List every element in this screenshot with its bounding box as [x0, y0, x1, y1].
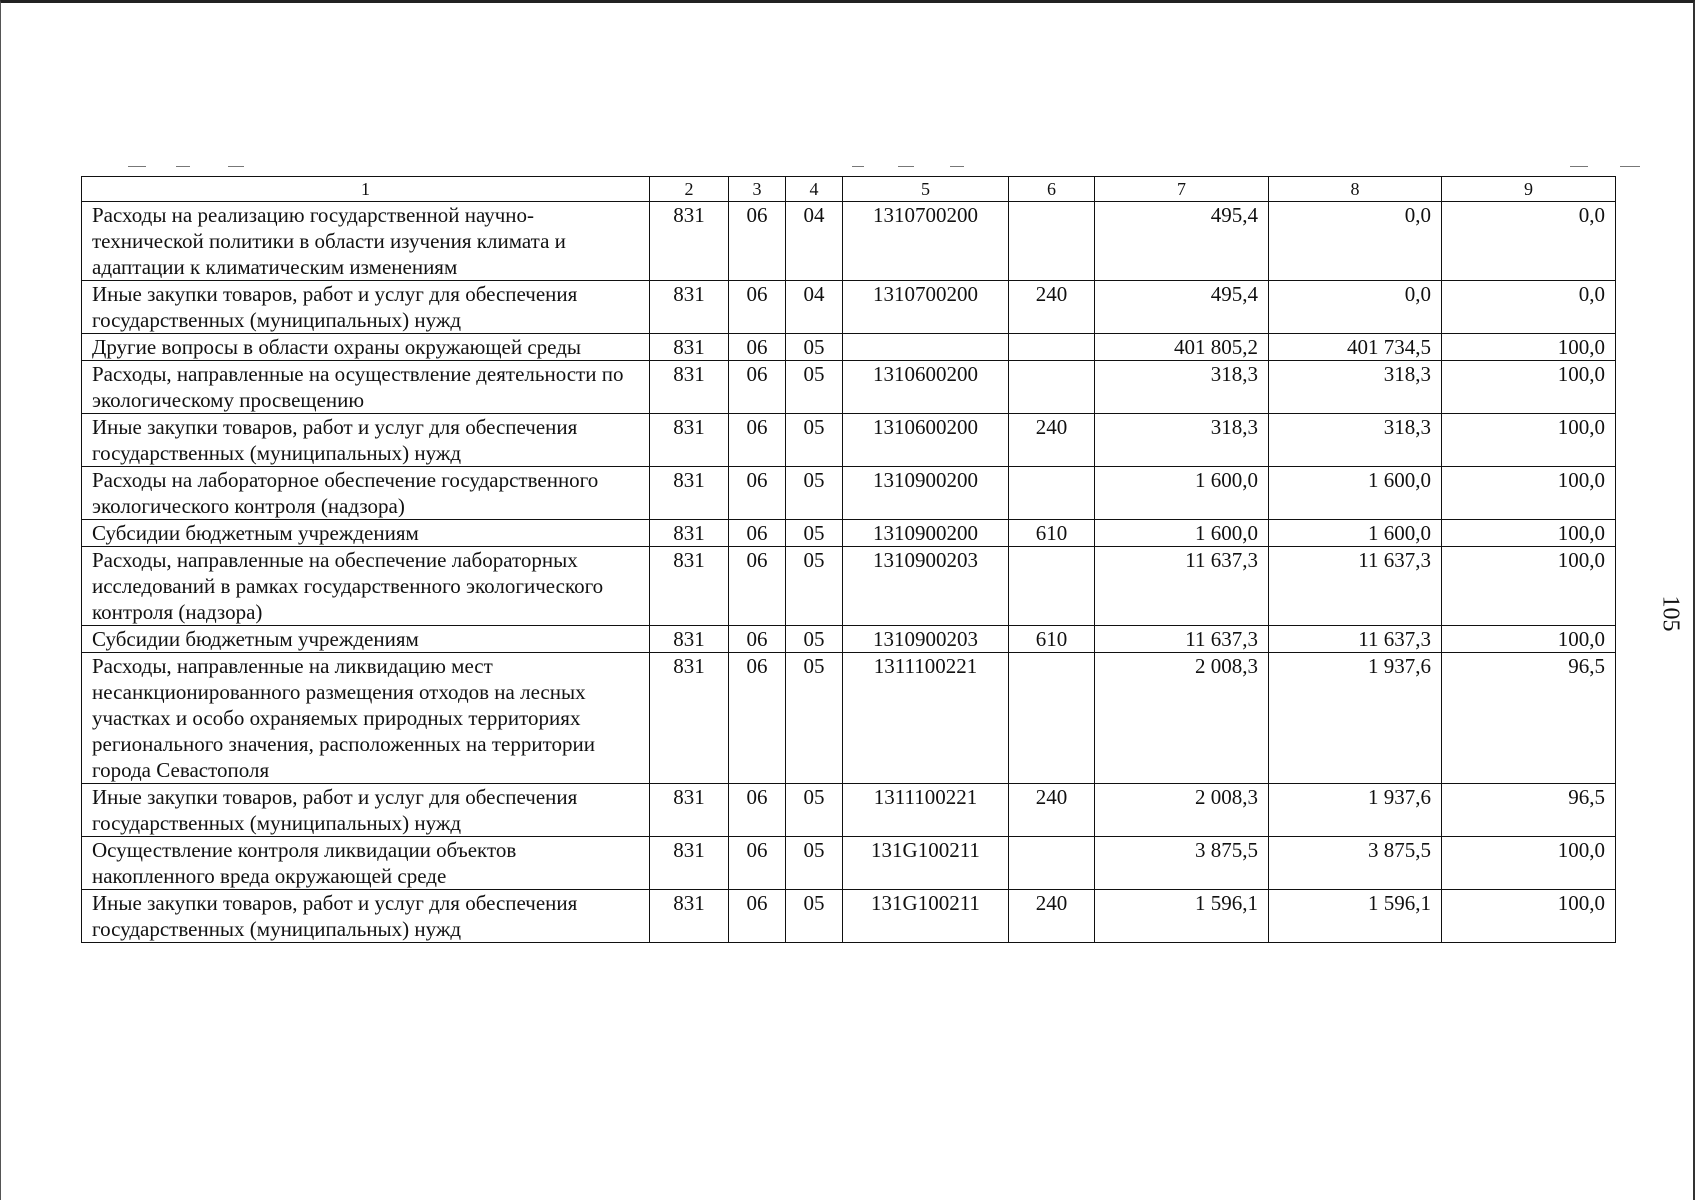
section-code-cell: 06: [729, 467, 786, 520]
table-row: [82, 334, 1616, 361]
section-code-cell: 06: [729, 202, 786, 281]
amount-cell-8: 401 734,5: [1269, 334, 1442, 361]
section-code-cell: 06: [729, 414, 786, 467]
expense-name-cell: Расходы, направленные на осуществление деятельности по экологическому просвещению: [82, 361, 650, 414]
amount-cell-7: 1 596,1: [1095, 890, 1269, 943]
scan-mark: [1570, 166, 1588, 167]
amount-cell-8: 1 596,1: [1269, 890, 1442, 943]
ministry-code-cell: 831: [650, 547, 729, 626]
expense-name-cell: Расходы, направленные на обеспечение лабораторных исследований в рамках государственного экологического контроля (надзора): [82, 547, 650, 626]
amount-cell-7: 11 637,3: [1095, 626, 1269, 653]
expense-type-cell: [1009, 334, 1095, 361]
ministry-code-cell: 831: [650, 890, 729, 943]
percent-cell: 96,5: [1442, 653, 1616, 784]
amount-cell-8: 1 937,6: [1269, 784, 1442, 837]
target-article-cell: 1311100221: [843, 784, 1009, 837]
subsection-code-cell: 05: [786, 626, 843, 653]
section-code-cell: 06: [729, 890, 786, 943]
target-article-cell: 1310900200: [843, 467, 1009, 520]
subsection-code-cell: 05: [786, 467, 843, 520]
table-row: [82, 520, 1616, 547]
table-row: [82, 626, 1616, 653]
section-code-cell: 06: [729, 653, 786, 784]
amount-cell-7: 318,3: [1095, 414, 1269, 467]
expense-type-cell: [1009, 547, 1095, 626]
section-code-cell: 06: [729, 837, 786, 890]
subsection-code-cell: 04: [786, 281, 843, 334]
scan-mark: [1620, 166, 1640, 167]
amount-cell-7: 2 008,3: [1095, 784, 1269, 837]
amount-cell-8: 11 637,3: [1269, 626, 1442, 653]
page-number: 105: [1657, 595, 1684, 632]
scan-mark: [176, 166, 190, 167]
amount-cell-8: 0,0: [1269, 202, 1442, 281]
percent-cell: 100,0: [1442, 414, 1616, 467]
header-cell: 1: [82, 177, 650, 202]
amount-cell-7: 11 637,3: [1095, 547, 1269, 626]
subsection-code-cell: 05: [786, 653, 843, 784]
table-row: [82, 890, 1616, 943]
expense-name-cell: Расходы на реализацию государственной научно-технической политики в области изучения климата и адаптации к климатическим изменениям: [82, 202, 650, 281]
expense-type-cell: 240: [1009, 784, 1095, 837]
subsection-code-cell: 05: [786, 520, 843, 547]
ministry-code-cell: 831: [650, 626, 729, 653]
subsection-code-cell: 05: [786, 334, 843, 361]
header-cell: 3: [729, 177, 786, 202]
scan-mark: [852, 166, 864, 167]
amount-cell-8: 1 600,0: [1269, 520, 1442, 547]
expense-name-cell: Расходы на лабораторное обеспечение государственного экологического контроля (надзора): [82, 467, 650, 520]
percent-cell: 0,0: [1442, 202, 1616, 281]
expense-name-cell: Иные закупки товаров, работ и услуг для обеспечения государственных (муниципальных) нужд: [82, 281, 650, 334]
expense-name-cell: Иные закупки товаров, работ и услуг для обеспечения государственных (муниципальных) нужд: [82, 414, 650, 467]
percent-cell: 0,0: [1442, 281, 1616, 334]
amount-cell-8: 1 937,6: [1269, 653, 1442, 784]
table-row: [82, 361, 1616, 414]
amount-cell-8: 3 875,5: [1269, 837, 1442, 890]
target-article-cell: 1310600200: [843, 414, 1009, 467]
target-article-cell: 131G100211: [843, 837, 1009, 890]
expense-name-cell: Расходы, направленные на ликвидацию мест несанкционированного размещения отходов на лесных участках и особо охраняемых природных территориях регионального значения, расположенных на территории города Севастополя: [82, 653, 650, 784]
ministry-code-cell: 831: [650, 281, 729, 334]
header-cell: 5: [843, 177, 1009, 202]
table-row: [82, 653, 1616, 784]
section-code-cell: 06: [729, 547, 786, 626]
expense-name-cell: Иные закупки товаров, работ и услуг для обеспечения государственных (муниципальных) нужд: [82, 890, 650, 943]
expense-type-cell: 240: [1009, 281, 1095, 334]
ministry-code-cell: 831: [650, 784, 729, 837]
expense-type-cell: 240: [1009, 890, 1095, 943]
table-row: [82, 467, 1616, 520]
amount-cell-7: 401 805,2: [1095, 334, 1269, 361]
amount-cell-7: 2 008,3: [1095, 653, 1269, 784]
subsection-code-cell: 05: [786, 547, 843, 626]
amount-cell-8: 0,0: [1269, 281, 1442, 334]
ministry-code-cell: 831: [650, 414, 729, 467]
amount-cell-8: 1 600,0: [1269, 467, 1442, 520]
percent-cell: 100,0: [1442, 547, 1616, 626]
percent-cell: 100,0: [1442, 890, 1616, 943]
amount-cell-7: 318,3: [1095, 361, 1269, 414]
target-article-cell: 1310900200: [843, 520, 1009, 547]
subsection-code-cell: 05: [786, 361, 843, 414]
expense-type-cell: [1009, 467, 1095, 520]
expense-name-cell: Другие вопросы в области охраны окружающей среды: [82, 334, 650, 361]
target-article-cell: [843, 334, 1009, 361]
table-row: [82, 837, 1616, 890]
target-article-cell: 1310900203: [843, 626, 1009, 653]
amount-cell-7: 495,4: [1095, 281, 1269, 334]
header-cell: 2: [650, 177, 729, 202]
amount-cell-7: 3 875,5: [1095, 837, 1269, 890]
subsection-code-cell: 05: [786, 784, 843, 837]
ministry-code-cell: 831: [650, 520, 729, 547]
amount-cell-8: 11 637,3: [1269, 547, 1442, 626]
amount-cell-7: 495,4: [1095, 202, 1269, 281]
ministry-code-cell: 831: [650, 202, 729, 281]
header-cell: 4: [786, 177, 843, 202]
expense-type-cell: [1009, 837, 1095, 890]
expense-type-cell: [1009, 202, 1095, 281]
ministry-code-cell: 831: [650, 837, 729, 890]
section-code-cell: 06: [729, 520, 786, 547]
percent-cell: 100,0: [1442, 334, 1616, 361]
amount-cell-7: 1 600,0: [1095, 467, 1269, 520]
section-code-cell: 06: [729, 784, 786, 837]
percent-cell: 100,0: [1442, 520, 1616, 547]
target-article-cell: 1310700200: [843, 202, 1009, 281]
percent-cell: 100,0: [1442, 467, 1616, 520]
header-cell: 8: [1269, 177, 1442, 202]
section-code-cell: 06: [729, 281, 786, 334]
expense-name-cell: Субсидии бюджетным учреждениям: [82, 520, 650, 547]
expense-type-cell: [1009, 653, 1095, 784]
subsection-code-cell: 05: [786, 890, 843, 943]
section-code-cell: 06: [729, 626, 786, 653]
header-cell: 9: [1442, 177, 1616, 202]
section-code-cell: 06: [729, 361, 786, 414]
percent-cell: 96,5: [1442, 784, 1616, 837]
subsection-code-cell: 05: [786, 414, 843, 467]
table-row: [82, 281, 1616, 334]
header-cell: 6: [1009, 177, 1095, 202]
expense-name-cell: Субсидии бюджетным учреждениям: [82, 626, 650, 653]
amount-cell-7: 1 600,0: [1095, 520, 1269, 547]
expense-type-cell: 610: [1009, 626, 1095, 653]
scan-mark: [228, 166, 244, 167]
ministry-code-cell: 831: [650, 467, 729, 520]
table-header-row: [82, 177, 1616, 202]
expense-type-cell: [1009, 361, 1095, 414]
target-article-cell: 1310700200: [843, 281, 1009, 334]
expense-type-cell: 240: [1009, 414, 1095, 467]
budget-table: [81, 176, 1616, 943]
scan-mark: [950, 166, 964, 167]
subsection-code-cell: 05: [786, 837, 843, 890]
expense-name-cell: Осуществление контроля ликвидации объектов накопленного вреда окружающей среде: [82, 837, 650, 890]
target-article-cell: 1310900203: [843, 547, 1009, 626]
target-article-cell: 1311100221: [843, 653, 1009, 784]
ministry-code-cell: 831: [650, 653, 729, 784]
scan-mark: [898, 166, 914, 167]
subsection-code-cell: 04: [786, 202, 843, 281]
ministry-code-cell: 831: [650, 361, 729, 414]
scan-mark: [128, 166, 146, 167]
table-row: [82, 784, 1616, 837]
table-row: [82, 414, 1616, 467]
percent-cell: 100,0: [1442, 361, 1616, 414]
amount-cell-8: 318,3: [1269, 361, 1442, 414]
percent-cell: 100,0: [1442, 626, 1616, 653]
expense-type-cell: 610: [1009, 520, 1095, 547]
ministry-code-cell: 831: [650, 334, 729, 361]
table-row: [82, 202, 1616, 281]
target-article-cell: 131G100211: [843, 890, 1009, 943]
percent-cell: 100,0: [1442, 837, 1616, 890]
expense-name-cell: Иные закупки товаров, работ и услуг для обеспечения государственных (муниципальных) нужд: [82, 784, 650, 837]
section-code-cell: 06: [729, 334, 786, 361]
header-cell: 7: [1095, 177, 1269, 202]
target-article-cell: 1310600200: [843, 361, 1009, 414]
amount-cell-8: 318,3: [1269, 414, 1442, 467]
table-row: [82, 547, 1616, 626]
